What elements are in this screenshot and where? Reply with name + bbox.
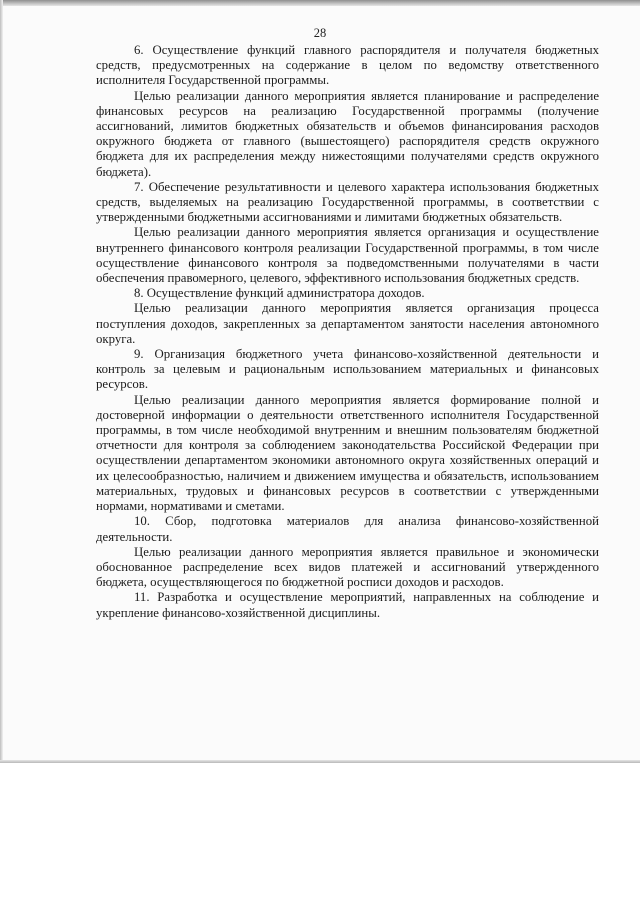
scan-edge-bottom [0,760,640,763]
paragraph-item-10: 10. Сбор, подготовка материалов для анализа финансово-хозяйственной деятельности. [96,514,599,544]
page-number: 28 [313,26,327,40]
paragraph-item-8: 8. Осуществление функций администратора доходов. [134,286,425,301]
paragraph-item-6: 6. Осуществление функций главного распорядителя и получателя бюджетных средств, предусмотренных на содержание в целом по ведомству ответственного исполнителя Государственной программы. [96,43,599,88]
paragraph-item-9: 9. Организация бюджетного учета финансово-хозяйственной деятельности и контроль за целевым и рациональным использованием материальных и финансовых ресурсов. [96,347,599,392]
paragraph-goal-6: Целью реализации данного мероприятия является планирование и распределение финансовых ресурсов на реализацию Государственной программы (получение ассигнований, лимитов бюджетных обязательств и объемов финансирования расходов окружного бюджета от главного (вышестоящего) распорядителя средств окружного бюджета для их распределения между нижестоящими получателями средств окружного бюджета). [96,88,599,179]
paragraph-item-11: 11. Разработка и осуществление мероприятий, направленных на соблюдение и укрепление финансово-хозяйственной дисциплины. [96,590,599,620]
scan-edge-left [0,0,3,763]
document-body [96,43,599,621]
paragraph-goal-8: Целью реализации данного мероприятия является организация процесса поступления доходов, закрепленных за департаментом занятости населения автономного округа. [96,301,599,346]
paragraph-goal-10: Целью реализации данного мероприятия является правильное и экономически обоснованное распределение всех видов платежей и ассигнований утвержденного бюджета, осуществляющегося по бюджетной росписи доходов и расходов. [96,544,599,590]
paragraph-item-7: 7. Обеспечение результативности и целевого характера использования бюджетных средств, выделяемых на реализацию Государственной программы, в соответствии с утвержденными бюджетными ассигнованиями и лимитами бюджетных обязательств. [96,179,599,225]
scan-edge-top [0,0,640,6]
paragraph-goal-9: Целью реализации данного мероприятия является формирование полной и достоверной информации о деятельности ответственного исполнителя Государственной программы, в том числе необходимой внутренним и внешним пользователям бюджетной отчетности для контроля за соблюдением законодательства Российской Федерации при осуществлении департаментом экономики автономного округа хозяйственных операций и их целесообразностью, наличием и движением имущества и обязательств, использованием материальных, трудовых и финансовых ресурсов в соответствии с утвержденными нормами, нормативами и сметами. [96,392,599,514]
paragraph-goal-7: Целью реализации данного мероприятия является организация и осуществление внутреннего финансового контроля реализации Государственной программы, в том числе осуществление финансового контроля за подведомственными получателями в части обеспечения правомерного, целевого, эффективного использования бюджетных средств. [96,225,599,286]
